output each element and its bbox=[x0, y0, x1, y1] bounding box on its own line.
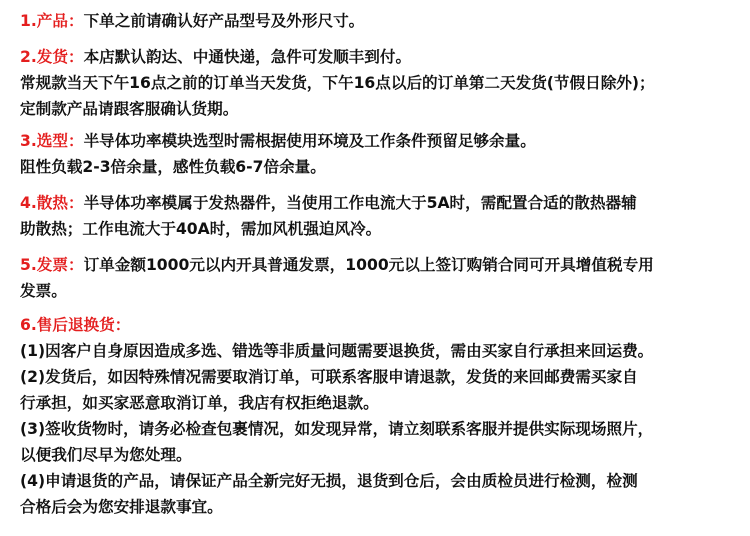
section-line: 2.发货：本店默认韵达、中通快递，急件可发顺丰到付。 bbox=[20, 48, 412, 66]
section-line: 5.发票：订单金额1000元以内开具普通发票，1000元以上签订购销合同可开具增值税专用 bbox=[20, 256, 654, 274]
section-invoice bbox=[20, 252, 742, 304]
section-line: 定制款产品请跟客服确认货期。 bbox=[20, 100, 239, 118]
section-line: 4.散热：半导体功率模属于发热器件，当使用工作电流大于5A时，需配置合适的散热器辅 bbox=[20, 194, 637, 212]
section-heading: 4.散热： bbox=[20, 194, 84, 212]
section-line: 发票。 bbox=[20, 282, 67, 300]
section-line: (2)发货后，如因特殊情况需要取消订单，可联系客服申请退款，发货的来回邮费需买家自 bbox=[20, 368, 638, 386]
section-line: 助散热；工作电流大于40A时，需加风机强迫风冷。 bbox=[20, 220, 382, 238]
section-line: 行承担，如买家恶意取消订单，我店有权拒绝退款。 bbox=[20, 394, 379, 412]
section-heading: 3.选型： bbox=[20, 132, 84, 150]
section-line: (3)签收货物时，请务必检查包裹情况，如发现异常，请立刻联系客服并提供实际现场照片， bbox=[20, 420, 654, 438]
section-line: (1)因客户自身原因造成多选、错选等非质量问题需要退换货，需由买家自行承担来回运费。 bbox=[20, 342, 654, 360]
section-after-sales bbox=[20, 312, 742, 520]
section-heading: 2.发货： bbox=[20, 48, 84, 66]
section-heading: 5.发票： bbox=[20, 256, 84, 274]
section-heat-dissipation bbox=[20, 190, 742, 242]
section-line: 以便我们尽早为您处理。 bbox=[20, 446, 192, 464]
section-line: 常规款当天下午16点之前的订单当天发货，下午16点以后的订单第二天发货(节假日除外)； bbox=[20, 74, 655, 92]
section-line: 3.选型：半导体功率模块选型时需根据使用环境及工作条件预留足够余量。 bbox=[20, 132, 536, 150]
section-line: 合格后会为您安排退款事宜。 bbox=[20, 498, 223, 516]
section-heading: 6.售后退换货： bbox=[20, 316, 131, 334]
section-line: 阻性负载2-3倍余量，感性负载6-7倍余量。 bbox=[20, 158, 326, 176]
section-product bbox=[20, 8, 742, 34]
section-shipping bbox=[20, 44, 742, 122]
section-line: (4)申请退货的产品，请保证产品全新完好无损，退货到仓后，会由质检员进行检测，检测 bbox=[20, 472, 638, 490]
section-heading: 1.产品： bbox=[20, 12, 84, 30]
section-line: 1.产品：下单之前请确认好产品型号及外形尺寸。 bbox=[20, 12, 365, 30]
section-selection bbox=[20, 128, 742, 180]
